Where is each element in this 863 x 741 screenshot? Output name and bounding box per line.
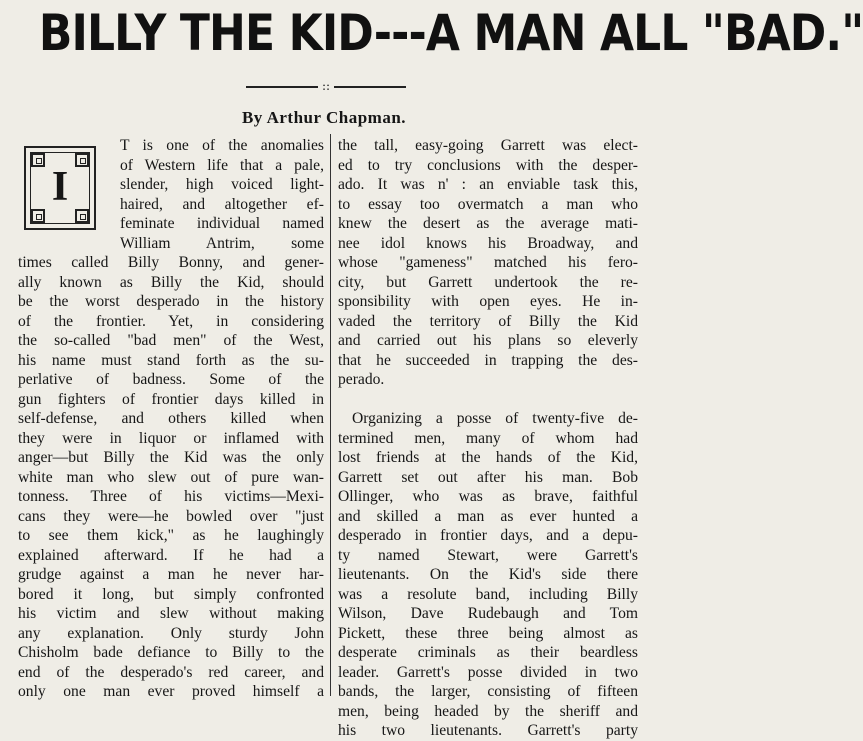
text-line: Ollinger, who was as brave, faithful <box>338 488 638 505</box>
text-line: lieutenants. On the Kid's side there <box>338 566 638 583</box>
text-line: nee idol knows his Broadway, and <box>338 234 638 252</box>
text-line: end of the desperado's red career, and <box>18 663 324 681</box>
text-line: only one man ever proved himself a <box>18 683 324 700</box>
text-line: sponsibility with open eyes. He in- <box>338 293 638 310</box>
text-line: Wilson, Dave Rudebaugh and Tom <box>338 605 638 622</box>
text-line: lost friends at the hands of the Kid, <box>338 449 638 466</box>
rule-ornament: :: <box>321 79 331 93</box>
text-line: whose "gameness" matched his fero- <box>338 254 638 271</box>
paragraph-spacer <box>338 390 638 410</box>
text-line: vaded the territory of Billy the Kid <box>338 312 638 330</box>
text-line: white man who slew out of pure wan- <box>18 468 324 486</box>
text-line: slender, high voiced light- <box>120 176 324 193</box>
text-line: bored it long, but simply confronted <box>18 585 324 603</box>
text-line: leader. Garrett's posse divided in two <box>338 663 638 681</box>
text-line: feminate individual named <box>120 215 324 232</box>
text-line: his victim and slew without making <box>18 605 324 622</box>
text-line: Garrett set out after his man. Bob <box>338 468 638 486</box>
text-line: bands, the larger, consisting of fifteen <box>338 683 638 700</box>
text-line: men, being headed by the sheriff and <box>338 702 638 720</box>
headline-rule-left <box>246 86 318 88</box>
article-column-right <box>338 136 638 741</box>
text-line: T is one of the anomalies <box>120 137 324 154</box>
column-divider <box>330 134 331 696</box>
article-column-left <box>18 136 324 702</box>
text-line: tonness. Three of his victims—Mexi- <box>18 488 324 505</box>
drop-cap-letter: I <box>51 164 69 210</box>
text-line: knew the desert as the average mati- <box>338 215 638 232</box>
text-line: that he succeeded in trapping the des- <box>338 351 638 369</box>
text-line: to see them kick," as he laughingly <box>18 527 324 544</box>
text-line: and skilled a man as ever hunted a <box>338 507 638 525</box>
text-line: perado. <box>338 371 385 388</box>
text-line: and carried out his plans so eleverly <box>338 332 638 349</box>
text-line: grudge against a man he never har- <box>18 566 324 583</box>
text-line: be the worst desperado in the history <box>18 293 324 310</box>
text-line: of the frontier. Yet, in considering <box>18 312 324 330</box>
text-line: any explanation. Only sturdy John <box>18 624 324 642</box>
text-line: desperado in frontier days, and a depu- <box>338 527 638 544</box>
text-line: ed to try conclusions with the desper- <box>338 156 638 174</box>
text-line: the tall, easy-going Garrett was elect- <box>338 137 638 154</box>
text-line: to essay too overmatch a man who <box>338 195 638 213</box>
text-line: self-defense, and others killed when <box>18 410 324 427</box>
text-line: Organizing a posse of twenty-five de- <box>352 410 638 427</box>
text-line: Pickett, these three being almost as <box>338 624 638 642</box>
text-line: gun fighters of frontier days killed in <box>18 390 324 408</box>
byline: By Arthur Chapman. <box>241 108 407 127</box>
text-line: William Antrim, some <box>120 234 324 252</box>
text-line: was a resolute band, including Billy <box>338 585 638 603</box>
text-line: of Western life that a pale, <box>120 156 324 174</box>
text-line: anger—but Billy the Kid was the only <box>18 449 324 466</box>
text-line: they were in liquor or inflamed with <box>18 429 324 447</box>
text-line: perlative of badness. Some of the <box>18 371 324 388</box>
text-line: ty named Stewart, were Garrett's <box>338 546 638 564</box>
headline-rule-right <box>334 86 406 88</box>
headline: BILLY THE KID---A MAN ALL "BAD." <box>38 4 863 62</box>
text-line: ally known as Billy the Kid, should <box>18 273 324 291</box>
text-line: termined men, many of whom had <box>338 429 638 447</box>
text-line: ado. It was n' : an enviable task this, <box>338 176 638 193</box>
text-line: desperate criminals as their beardless <box>338 644 638 661</box>
text-line: Chisholm bade defiance to Billy to the <box>18 644 324 661</box>
text-line: times called Billy Bonny, and gener- <box>18 254 324 271</box>
text-line: his two lieutenants. Garrett's party <box>338 722 638 739</box>
text-line: cans they were—he bowled over "just <box>18 507 324 525</box>
text-line: his name must stand forth as the su- <box>18 351 324 369</box>
text-line: haired, and altogether ef- <box>120 195 324 213</box>
text-line: explained afterward. If he had a <box>18 546 324 564</box>
text-line: city, but Garrett undertook the re- <box>338 273 638 291</box>
text-line: the so-called "bad men" of the West, <box>18 332 324 349</box>
